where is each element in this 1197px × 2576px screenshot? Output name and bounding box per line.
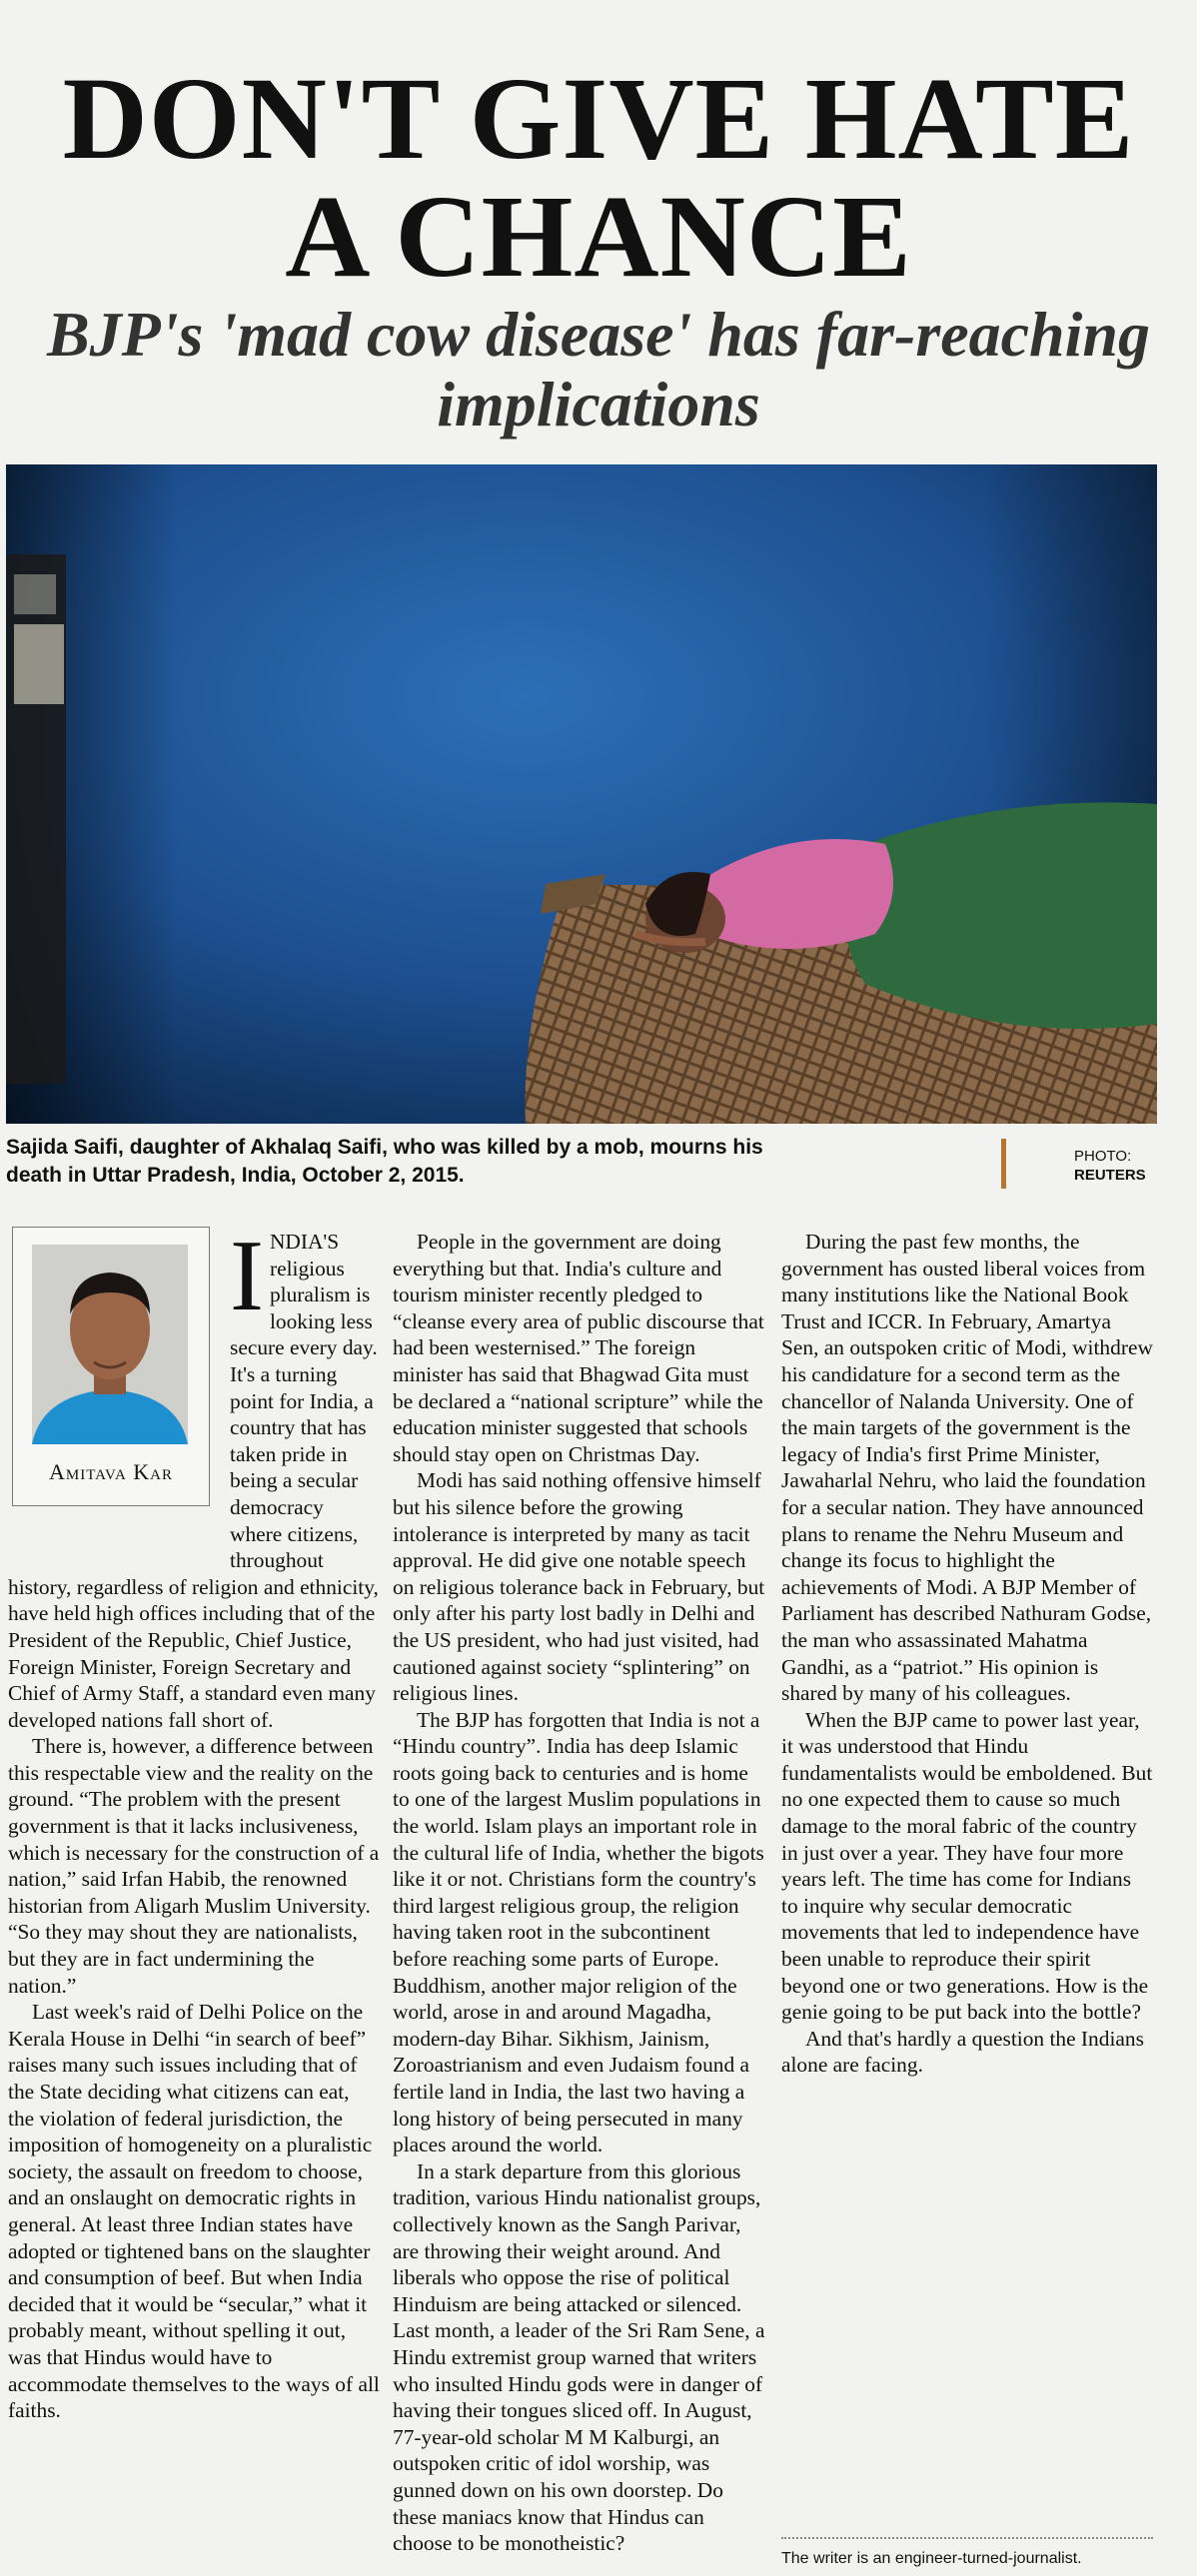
article-paragraph-4: People in the government are doing everything but that. India's culture and tourism minister recently pledged to “cleanse every area of public discourse that had been westernised.” The foreign minister has said that Bhagwad Gita must be declared a “national scripture” while the education minister suggested that schools should stay open on Christmas Day. — [393, 1230, 764, 1466]
article-paragraph-3: Last week's raid of Delhi Police on the Kerala House in Delhi “in search of beef” raises many such issues including that of the State deciding what citizens can eat, the violation of federal jurisdiction, the imposition of homogeneity on a pluralistic society, the assault on freedom to choose, and an onslaught on democratic rights in general. At least three Indian states have adopted or tightened bans on the slaughter and consumption of beef. But when India decided that it would be “secular,” what it probably meant, without spelling it out, was that Hindus would have to accommodate themselves to the ways of all faiths. — [8, 2000, 380, 2423]
subheadline-line-2: implications — [437, 369, 760, 439]
lead-caps: NDIA'S — [269, 1230, 340, 1254]
author-photo — [32, 1245, 188, 1444]
headline — [0, 53, 1197, 302]
article-column-3 — [781, 1229, 1153, 2079]
article-paragraph-5: Modi has said nothing offensive himself but his silence before the growing intolerance is interpreted by many as tacit approval. He did give one notable speech on religious tolerance back in February, but only after his party lost badly in Delhi and the US president, who had just visited, had cautioned against society “splintering” on religious lines. — [393, 1468, 765, 1706]
subheadline-line-1: BJP's 'mad cow disease' has far-reaching — [46, 299, 1151, 370]
photo-caption-line-1: Sajida Saifi, daughter of Akhalaq Saifi, who was killed by a mob, mourns his — [6, 1136, 763, 1159]
article-paragraph-10: And that's hardly a question the Indians alone are facing. — [781, 2026, 1144, 2078]
author-name: Amitava Kar — [48, 1459, 174, 1484]
article-column-2 — [393, 1229, 768, 2557]
author-box — [12, 1227, 210, 1506]
photo-credit-divider — [1001, 1139, 1006, 1189]
photo-credit-agency: REUTERS — [1074, 1167, 1146, 1184]
photo-credit-label: PHOTO: — [1074, 1148, 1132, 1165]
article-paragraph-9: When the BJP came to power last year, it was understood that Hindu fundamentalists would be emboldened. But no one expected them to cause so much damage to the moral fabric of the country in just over a year. They have four more years left. The time has come for Indians to inquire why secular democratic movements that led to independence have been unable to reproduce their spirit beyond one or two generations. How is the genie going to be put back into the bottle? — [781, 1707, 1153, 2025]
lead-photo-image — [6, 464, 1157, 1124]
article-paragraph-2: There is, however, a difference between this respectable view and the reality on the ground. “The problem with the present government is that it lacks inclusiveness, which is necessary for the construction of a nation,” said Irfan Habib, the renowned historian from Aligarh Muslim University. “So they may shout they are nationalists, but they are in fact undermining the nation.” — [8, 1734, 380, 1998]
footnote-divider — [781, 2537, 1153, 2539]
article-paragraph-1-text: religious pluralism is looking less secure every day. It's a turning point for India, a country that has taken pride in being a secular democracy where citizens, throughout history, regardless of religion and ethnicity, have held high offices including that of the President of the Republic, Chief Justice, Foreign Minister, Foreign Secretary and Chief of Army Staff, a standard even many developed nations fall short of. — [8, 1256, 379, 1732]
photo-caption — [6, 1134, 985, 1190]
article-paragraph-8: During the past few months, the government has ousted liberal voices from many institutions like the National Book Trust and ICCR. In February, Amartya Sen, an outspoken critic of Modi, withdrew his candidature for a second term as the chancellor of Nalanda University. One of the main targets of the government is the legacy of India's first Prime Minister, Jawaharlal Nehru, who laid the foundation for a secular nation. They have announced plans to rename the Nehru Museum and change its focus to highlight the achievements of Modi. A BJP Member of Parliament has described Nathuram Godse, the man who assassinated Mahatma Gandhi, as a “patriot.” His opinion is shared by many of his colleagues. — [781, 1230, 1153, 1706]
author-avatar — [32, 1245, 188, 1444]
photo-credit — [1074, 1147, 1194, 1185]
author-footnote: The writer is an engineer-turned-journalist. — [781, 2550, 1082, 2567]
article-paragraph-6: The BJP has forgotten that India is not a “Hindu country”. India has deep Islamic roots going back to centuries and is home to one of the largest Muslim populations in the world. Islam plays an important role in the cultural life of India, whether the bigots like it or not. Christians form the country's third largest religious group, the religion having taken root in the subcontinent before reaching some parts of Europe. Buddhism, another major religion of the world, arose in and around Magadha, modern-day Bihar. Sikhism, Jainism, Zoroastrianism and even Judaism found a fertile land in India, the last two having a long history of being persecuted in many places around the world. — [393, 1707, 764, 2157]
subheadline — [0, 300, 1197, 439]
headline-line-2: A CHANCE — [285, 171, 912, 302]
headline-line-1: DON'T GIVE HATE — [62, 53, 1135, 184]
article-paragraph-7: In a stark departure from this glorious tradition, various Hindu nationalist groups, collectively known as the Sangh Parivar, are throwing their weight around. And liberals who oppose the rise of political Hinduism are being attacked or silenced. Last month, a leader of the Sri Ram Sene, a Hindu extremist group warned that writers who insulted Hindu gods were in danger of having their tongues sliced off. In August, 77-year-old scholar M M Kalburgi, an outspoken critic of idol worship, was gunned down on his own doorstep. Do these maniacs know that Hindus can choose to be monotheistic? — [393, 2158, 765, 2556]
lead-photo — [6, 464, 1157, 1124]
photo-caption-line-2: death in Uttar Pradesh, India, October 2, 2015. — [6, 1164, 465, 1187]
drop-cap: I — [230, 1220, 264, 1332]
